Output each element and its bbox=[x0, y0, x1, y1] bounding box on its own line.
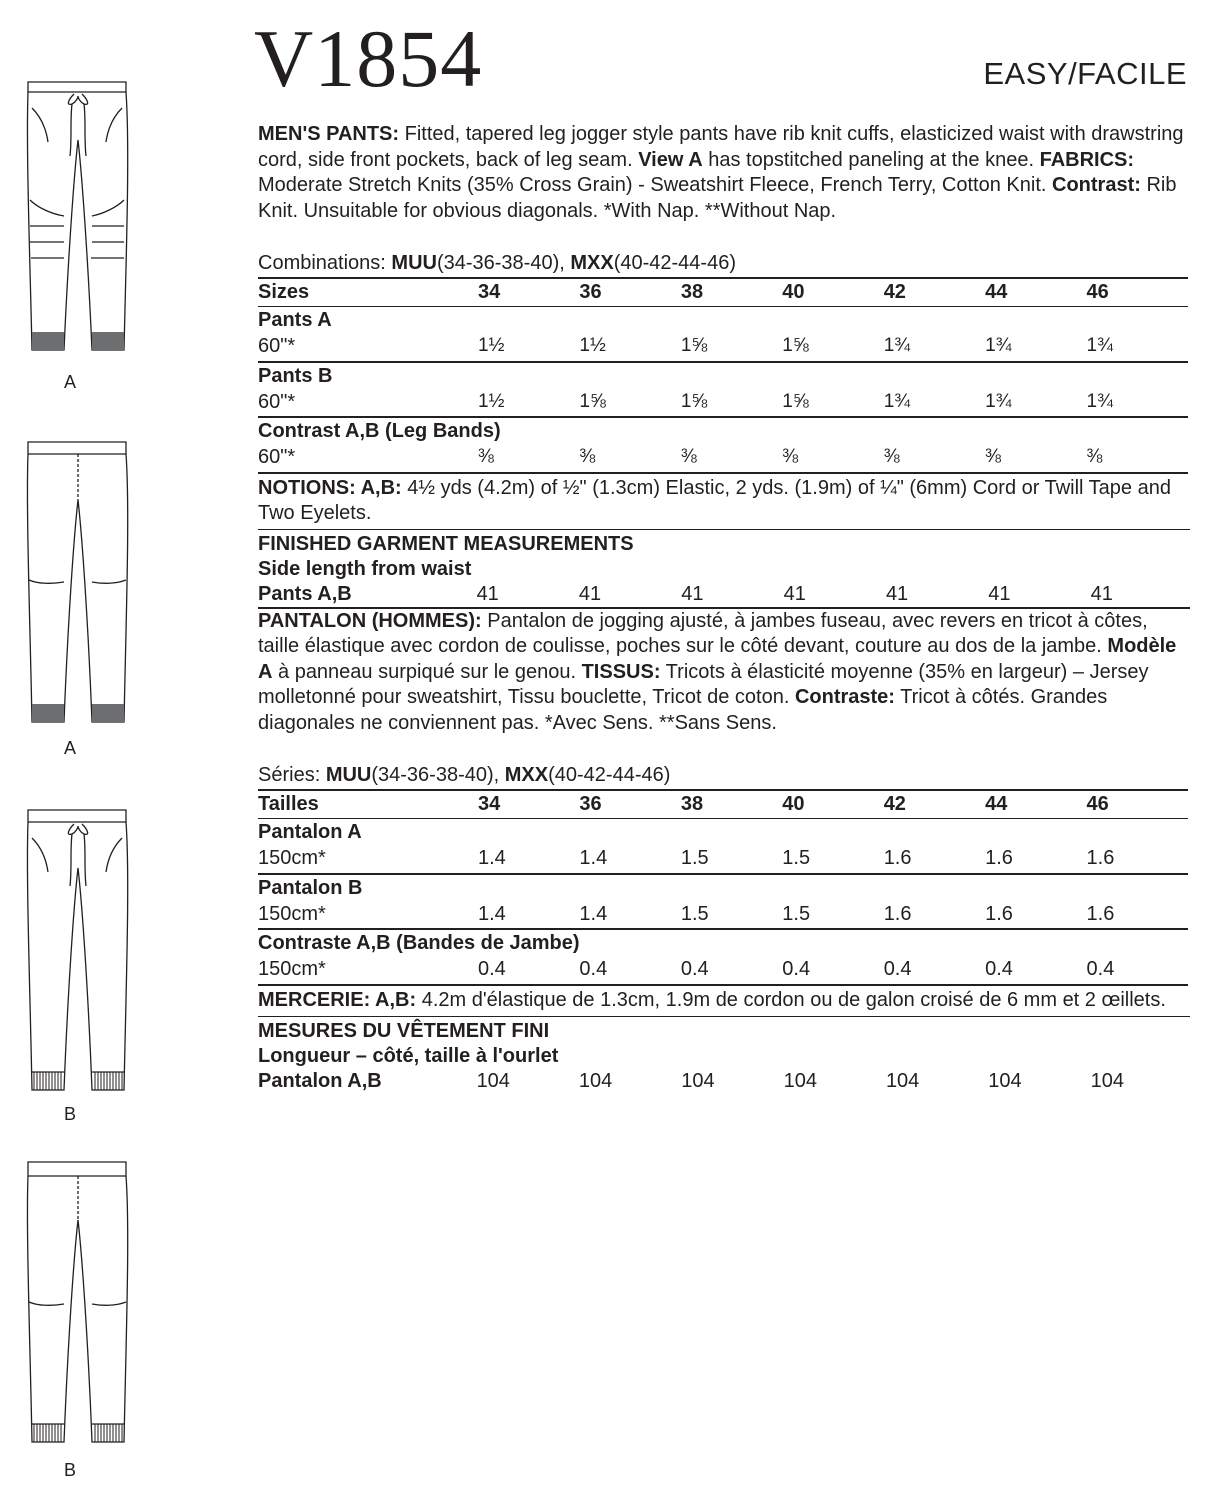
combinations-en: Combinations: MUU(34-36-38-40), MXX(40-42-44-46) bbox=[258, 252, 736, 274]
yardage-table-fr bbox=[258, 789, 1188, 986]
sizes-row: Tailles 34 36 38 40 42 44 46 bbox=[258, 790, 1188, 819]
description-en: MEN'S PANTS: Fitted, tapered leg jogger style pants have rib knit cuffs, elasticized waist with drawstring cord, side front pockets, back of leg seam. View A has topstitched paneling at the knee. FABRICS: Moderate Stretch Knits (35% Cross Grain) - Sweatshirt Fleece, French Terry, Cotton Knit. Contrast: Rib Knit. Unsuitable for obvious diagonals. *With Nap. **Without Nap. bbox=[258, 123, 1184, 222]
notions-en: NOTIONS: A,B: 4½ yds (4.2m) of ½" (1.3cm) Elastic, 2 yds. (1.9m) of ¼" (6mm) Cord or Twill Tape and Two Eyelets. bbox=[258, 474, 1190, 530]
yardage-group: Contrast A,B (Leg Bands) 60"* ⅜ ⅜ ⅜ ⅜ ⅜ ⅜ ⅜ bbox=[258, 418, 1188, 474]
pants-b-back-sketch bbox=[18, 1160, 138, 1450]
pattern-number: V1854 bbox=[254, 13, 483, 104]
yardage-group: Pants A 60"* 1½ 1½ 1⅝ 1⅝ 1¾ 1¾ 1¾ bbox=[258, 307, 1188, 363]
sketch-label: A bbox=[64, 738, 77, 758]
pants-a-back-sketch bbox=[18, 440, 138, 730]
pants-a-front-sketch bbox=[18, 80, 138, 370]
yardage-group: Pantalon B 150cm* 1.4 1.4 1.5 1.5 1.6 1.6 1.6 bbox=[258, 874, 1188, 930]
sketch-label: A bbox=[64, 372, 77, 392]
yardage-group: Contraste A,B (Bandes de Jambe) 150cm* 0.4 0.4 0.4 0.4 0.4 0.4 0.4 bbox=[258, 930, 1188, 986]
sizes-row: Sizes 34 36 38 40 42 44 46 bbox=[258, 278, 1188, 307]
sketch-column bbox=[0, 0, 150, 1500]
yardage-table-en bbox=[258, 277, 1188, 474]
description-fr: PANTALON (HOMMES): Pantalon de jogging ajusté, à jambes fuseau, avec revers en tricot à côtes, taille élastique avec cordon de coulisse, poches sur le côté devant, couture au dos de la jambe. Modèle A à panneau surpiqué sur le genou. TISSUS: Tricots à élasticité moyenne (35% en largeur) – Jersey molletonné pour sweatshirt, Tissu bouclette, Tricot de coton. Contraste: Tricot à côtés. Grandes diagonales ne conviennent pas. *Avec Sens. **Sans Sens. bbox=[258, 609, 1177, 734]
yardage-group: Pants B 60"* 1½ 1⅝ 1⅝ 1⅝ 1¾ 1¾ 1¾ bbox=[258, 362, 1188, 418]
finished-measurements-en: FINISHED GARMENT MEASUREMENTS Side length from waist Pants A,B 41 41 41 41 41 41 41 bbox=[258, 530, 1190, 609]
pants-b-front-sketch bbox=[18, 808, 138, 1098]
pattern-info bbox=[258, 122, 1190, 1094]
combinations-fr: Séries: MUU(34-36-38-40), MXX(40-42-44-46) bbox=[258, 764, 671, 786]
notions-fr: MERCERIE: A,B: 4.2m d'élastique de 1.3cm, 1.9m de cordon ou de galon croisé de 6 mm et 2 œillets. bbox=[258, 986, 1190, 1017]
difficulty-level: EASY/FACILE bbox=[983, 56, 1187, 91]
sketch-label: B bbox=[64, 1104, 77, 1124]
finished-measurements-fr: MESURES DU VÊTEMENT FINI Longueur – côté, taille à l'ourlet Pantalon A,B 104 104 104 104 104 104 104 bbox=[258, 1019, 1124, 1092]
sketch-label: B bbox=[64, 1460, 77, 1480]
yardage-group: Pantalon A 150cm* 1.4 1.4 1.5 1.5 1.6 1.6 1.6 bbox=[258, 819, 1188, 875]
